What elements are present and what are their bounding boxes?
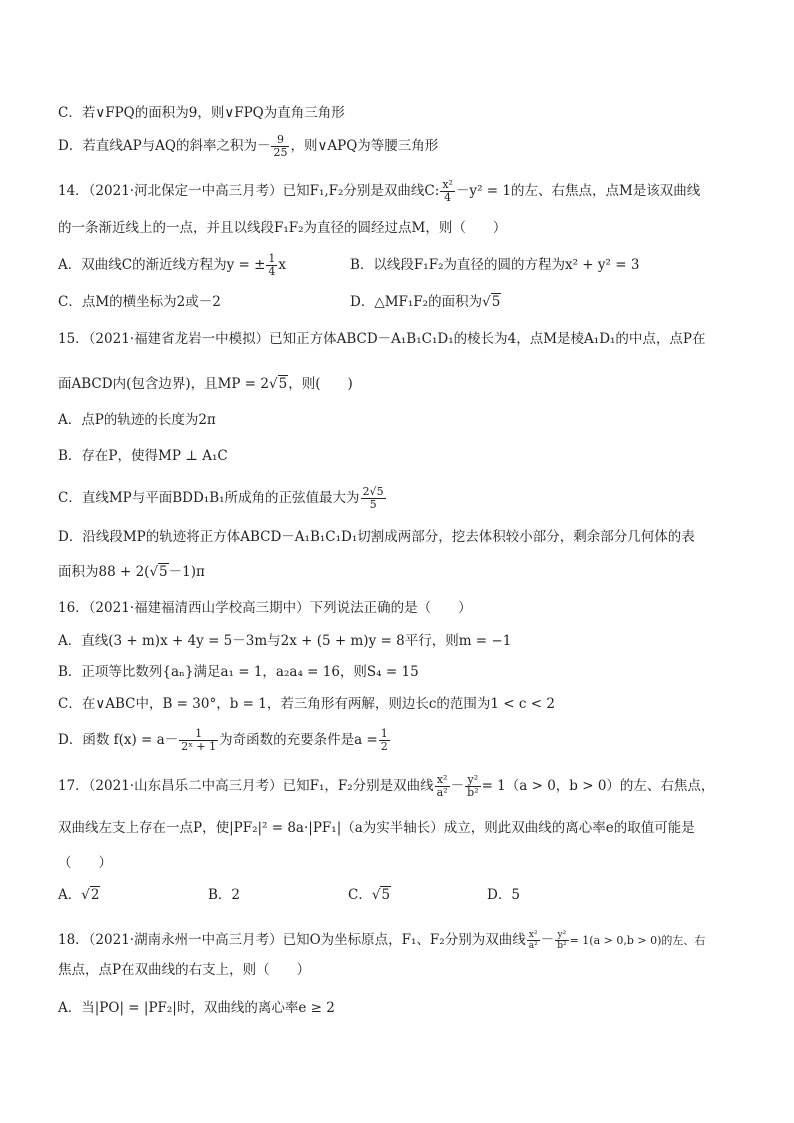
q14-option-b: B．以线段F₁F₂为直径的圆的方程为x² + y² = 3 xyxy=(350,257,640,273)
q15-stem-line2: 面ABCD内(包含边界)，且MP = 2√5，则( ) xyxy=(58,376,353,392)
q13-option-d: D．若直线AP与AQ的斜率之积为－ $\frac{9}{25}$ ，则∨APQ为等腰三角形 xyxy=(58,133,439,159)
q16-option-b: B．正项等比数列{aₙ}满足a₁ = 1，a₂a₄ = 16，则S₄ = 15 xyxy=(58,664,419,680)
q17-option-c: C．√5 xyxy=(348,887,391,903)
q16-option-d: D．函数 f(x) = a－ $\frac{1}{\text{2ˣ + 1}}$ 为奇函数的充要条件是a = $\frac{1}{2}$ xyxy=(58,727,388,753)
q17-stem-line2: 双曲线左支上存在一点P，使|PF₂|² = 8a·|PF₁|（a为实半轴长）成立，则此双曲线的离心率e的取值可能是 xyxy=(58,820,695,836)
q18-stem-line1: 18．（2021·湖南永州一中高三月考）已知O为坐标原点，F₁、F₂分别为双曲线 $\frac{\text{x²}}{\text{a²}}$ － $\frac{\text{y²}}{\text{b²}}$ = 1(a > 0,b > 0)的左、右 xyxy=(58,930,706,951)
q18-option-a: A．当|PO| = |PF₂|时，双曲线的离心率e ≥ 2 xyxy=(58,1000,335,1016)
q17-stem-line1: 17．（2021·山东昌乐二中高三月考）已知F₁，F₂分别是双曲线 $\frac{\text{x²}}{\text{a²}}$ － $\frac{\text{y²}}{\text{b²}}$ = 1（a > 0，b > 0）的左、右焦点， xyxy=(58,773,715,799)
q14-option-d: D．△MF₁F₂的面积为√5 xyxy=(350,294,501,310)
fraction: $\frac{\text{x²}}{4}$ xyxy=(442,178,453,204)
q17-option-a: A．√2 xyxy=(58,887,100,903)
fraction: $\frac{1}{\text{2ˣ + 1}}$ xyxy=(181,727,217,753)
q16-stem: 16．（2021·福建福清西山学校高三期中）下列说法正确的是（ ） xyxy=(58,600,472,616)
q17-option-d: D．5 xyxy=(487,887,520,903)
fraction: $\frac{9}{25}$ xyxy=(273,133,288,159)
fraction: $\frac{1}{2}$ xyxy=(380,727,388,753)
q13-option-c: C．若∨FPQ的面积为9，则∨FPQ为直角三角形 xyxy=(58,105,345,121)
q16-option-a: A．直线(3 + m)x + 4y = 5－3m与2x + (5 + m)y = 8平行，则m = −1 xyxy=(58,633,512,649)
fraction: $\frac{\text{x²}}{\text{a²}}$ xyxy=(436,773,448,799)
fraction: $\frac{\text{y²}}{\text{b²}}$ xyxy=(467,773,479,799)
fraction: $\frac{1}{4}$ xyxy=(268,252,276,278)
q15-option-d-line1: D．沿线段MP的轨迹将正方体ABCD－A₁B₁C₁D₁切割成两部分，挖去体积较小部分，剩余部分几何体的表 xyxy=(58,529,695,545)
q17-option-b: B．2 xyxy=(208,887,241,903)
q16-option-c: C．在∨ABC中，B = 30°，b = 1，若三角形有两解，则边长c的范围为1 < c < 2 xyxy=(58,696,555,712)
fraction: $\frac{\text{y²}}{\text{b²}}$ xyxy=(557,930,567,951)
fraction: $\frac{\text{x²}}{\text{a²}}$ xyxy=(528,930,538,951)
q14-stem-line1: 14．（2021·河北保定一中高三月考）已知F₁,F₂分别是双曲线C: $\frac{\text{x²}}{4}$ －y² = 1的左、右焦点，点M是该双曲线 xyxy=(58,178,701,204)
q14-option-c: C．点M的横坐标为2或－2 xyxy=(58,294,221,310)
q17-stem-line3: （ ） xyxy=(58,855,112,871)
q15-option-b: B．存在P，使得MP ⊥ A₁C xyxy=(58,448,228,464)
q15-stem-line1: 15．（2021·福建省龙岩一中模拟）已知正方体ABCD－A₁B₁C₁D₁的棱长为4，点M是棱A₁D₁的中点，点P在 xyxy=(58,331,706,347)
q14-option-a: A．双曲线C的渐近线方程为y = ± $\frac{1}{4}$ x xyxy=(58,252,287,278)
q18-stem-line2: 焦点，点P在双曲线的右支上，则（ ） xyxy=(58,962,311,978)
fraction: $\frac{2√5}{5}$ xyxy=(362,485,384,511)
q15-option-c: C．直线MP与平面BDD₁B₁所成角的正弦值最大为 $\frac{2√5}{5}$ xyxy=(58,485,384,511)
q14-stem-line2: 的一条渐近线上的一点，并且以线段F₁F₂为直径的圆经过点M，则（ ） xyxy=(58,220,507,236)
q15-option-a: A．点P的轨迹的长度为2π xyxy=(58,412,216,428)
q15-option-d-line2: 面积为88 + 2(√5－1)π xyxy=(58,564,205,580)
